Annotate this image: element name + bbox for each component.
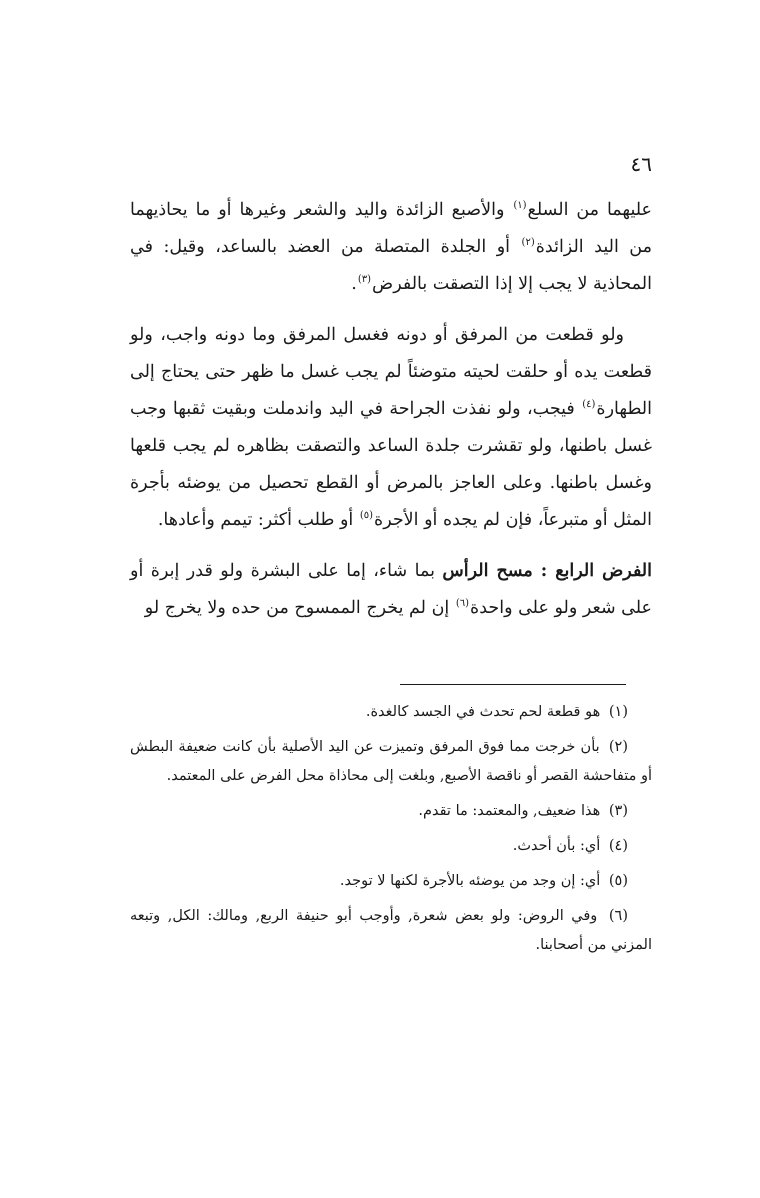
page-number: ٤٦ — [630, 152, 652, 176]
paragraph-1-text-3: أو الجلدة المتصلة من العضد بالساعد، وقيل: في المحاذية لا يجب إلا إذا التصقت بالفرض — [130, 237, 652, 294]
footnote-4-text: أي: بأن أحدث. — [512, 838, 601, 854]
footnote-2 — [130, 733, 652, 791]
footnote-6 — [130, 902, 652, 960]
footnote-ref-4[interactable]: (٤) — [582, 399, 596, 411]
main-text — [130, 192, 652, 641]
footnote-6-number: (٦) — [608, 908, 628, 924]
paragraph-2 — [130, 317, 652, 539]
paragraph-2-text-2: فيجب، ولو نفذت الجراحة في اليد واندملت وبقيت ثقبها وجب غسل باطنها، ولو تقشرت جلدة الساعد والتصقت بظاهره لم يجب قلعها وغسل باطنها. وعلى العاجز بالمرض أو القطع تحصيل من يوضئه بأجرة المثل أو متبرعاً، فإن لم يجده أو الأجرة — [130, 399, 652, 530]
footnote-ref-1[interactable]: (١) — [513, 200, 527, 212]
paragraph-3-text-2: إن لم يخرج الممسوح من حده ولا يخرج لو — [144, 598, 455, 618]
footnote-ref-5[interactable]: (٥) — [359, 510, 374, 522]
paragraph-1 — [130, 192, 652, 303]
footnote-4-number: (٤) — [608, 838, 628, 854]
paragraph-3-text-1: بما شاء، إما على البشرة ولو قدر إبرة أو على شعر ولو على واحدة — [130, 561, 652, 618]
section-heading: الفرض الرابع : مسح الرأس — [442, 561, 652, 581]
paragraph-2-text-3: أو طلب أكثر: تيمم وأعادها. — [157, 510, 359, 530]
paragraph-1-text-4: . — [351, 274, 357, 294]
footnote-ref-2[interactable]: (٢) — [521, 237, 535, 249]
footnote-2-text: بأن خرجت مما فوق المرفق وتميزت عن اليد الأصلية بأن كانت ضعيفة البطش أو متفاحشة القصر أو ناقصة الأصبع, وبلغت إلى محاذاة محل الفرض على المعتمد. — [130, 739, 652, 784]
footnote-3-number: (٣) — [608, 803, 628, 819]
footnote-5-number: (٥) — [608, 873, 628, 889]
footnote-5 — [130, 867, 652, 896]
footnote-2-number: (٢) — [608, 739, 629, 755]
footnote-1 — [130, 698, 652, 727]
paragraph-3 — [130, 553, 652, 627]
footnote-3-text: هذا ضعيف, والمعتمد: ما تقدم. — [418, 803, 601, 819]
footnote-ref-6[interactable]: (٦) — [455, 598, 470, 610]
footnote-6-text: وفي الروض: ولو بعض شعرة, وأوجب أبو حنيفة الربع, ومالك: الكل, وتبعه المزني من أصحابنا. — [130, 908, 652, 953]
paragraph-1-text-1: عليهما من السلع — [527, 200, 652, 220]
footnote-ref-3[interactable]: (٣) — [357, 274, 372, 286]
footnote-5-text: أي: إن وجد من يوضئه بالأجرة لكنها لا توجد. — [339, 873, 601, 889]
footnote-4 — [130, 832, 652, 861]
footnotes — [130, 698, 652, 966]
paragraph-2-text-1: ولو قطعت من المرفق أو دونه فغسل المرفق وما دونه واجب، ولو قطعت يده أو حلقت لحيته متوضئاً لم يجب غسل ما ظهر حتى يحتاج إلى الطهارة — [130, 325, 652, 419]
footnote-3 — [130, 797, 652, 826]
footnote-1-number: (١) — [608, 704, 628, 720]
footnote-divider — [400, 684, 626, 685]
footnote-1-text: هو قطعة لحم تحدث في الجسد كالغدة. — [365, 704, 601, 720]
paragraph-1-text-2: والأصبع الزائدة واليد والشعر وغيرها أو ما يحاذيهما من اليد الزائدة — [130, 200, 653, 257]
